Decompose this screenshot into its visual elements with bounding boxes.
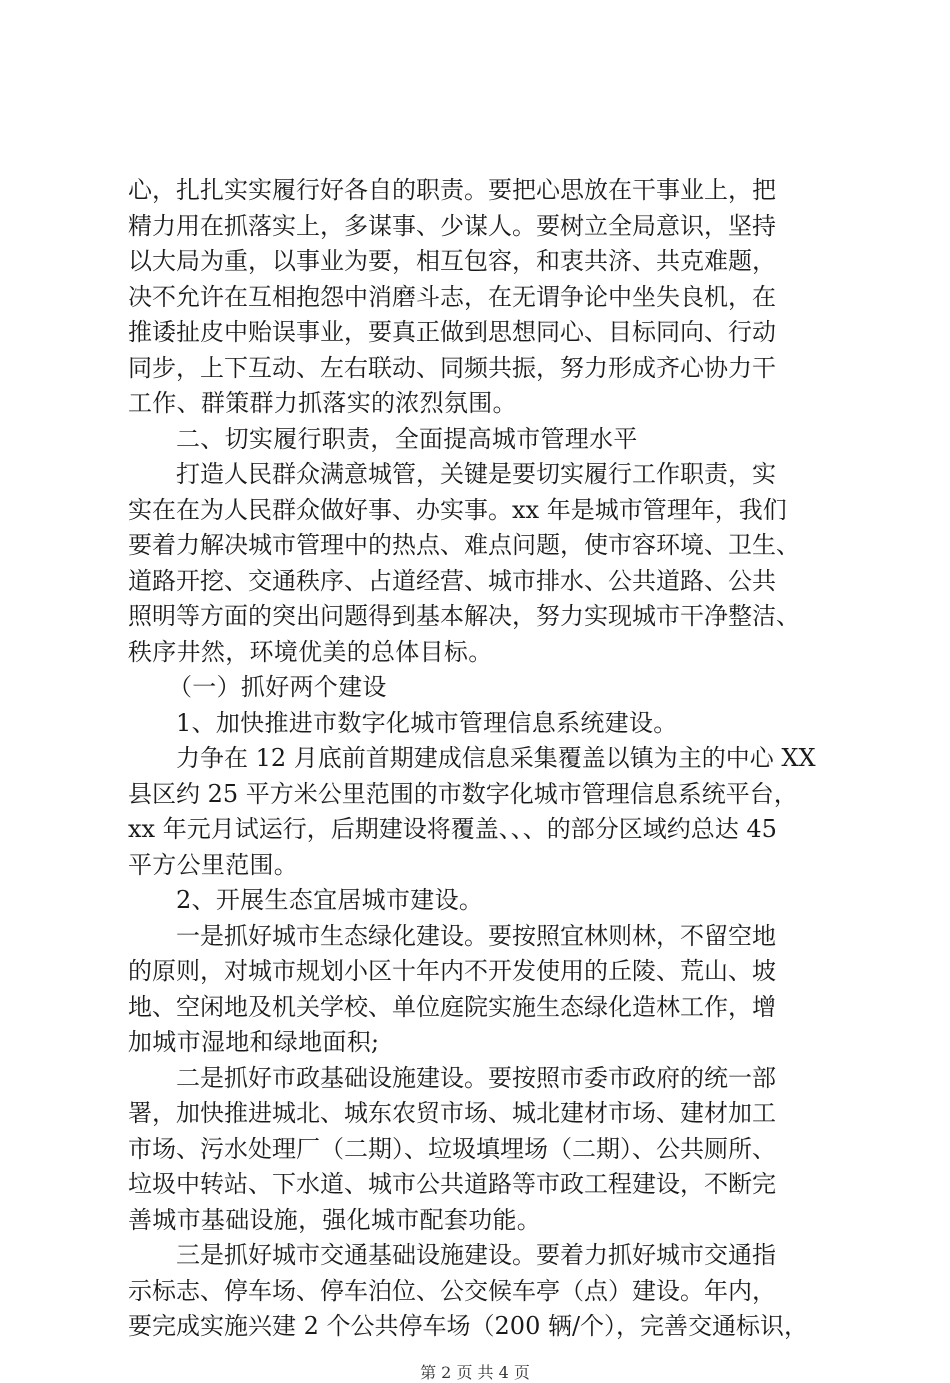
text-line: 精力用在抓落实上，多谋事、少谋人。要树立全局意识，坚持 [128, 211, 776, 240]
text-line: 秩序井然，环境优美的总体目标。 [128, 637, 493, 666]
text-line: 示标志、停车场、停车泊位、公交候车亭（点）建设。年内， [128, 1276, 776, 1305]
text-line: 三是抓好城市交通基础设施建设。要着力抓好城市交通指 [176, 1241, 776, 1269]
text-line: 市场、污水处理厂（二期）、垃圾填埋场（二期）、公共厕所、 [128, 1134, 776, 1163]
text-line: 平方公里范围。 [128, 850, 299, 879]
text-line: 决不允许在互相抱怨中消磨斗志，在无谓争论中坐失良机，在 [128, 282, 776, 311]
text-line: 要着力解决城市管理中的热点、难点问题，使市容环境、卫生、 [128, 531, 800, 559]
subsection-heading: （一）抓好两个建设 [168, 673, 387, 701]
text-line: 要完成实施兴建 2 个公共停车场（200 辆/个），完善交通标识， [128, 1312, 809, 1340]
page-number-footer: 第 2 页 共 4 页 [420, 1362, 530, 1382]
text-line: 二是抓好市政基础设施建设。要按照市委市政府的统一部 [176, 1063, 776, 1092]
text-line: 推诿扯皮中贻误事业，要真正做到思想同心、目标同向、行动 [128, 318, 776, 346]
text-line: 实在在为人民群众做好事、办实事。xx 年是城市管理年，我们 [128, 495, 787, 524]
text-line: 力争在 12 月底前首期建成信息采集覆盖以镇为主的中心 XX [176, 744, 816, 772]
text-line: 的原则，对城市规划小区十年内不开发使用的丘陵、荒山、坡 [128, 957, 776, 985]
text-line: 打造人民群众满意城管，关键是要切实履行工作职责，实 [176, 460, 776, 488]
text-line: 照明等方面的突出问题得到基本解决，努力实现城市干净整洁、 [128, 602, 800, 630]
text-line: xx 年元月试运行，后期建设将覆盖、、、的部分区域约总达 45 [128, 815, 777, 843]
text-line: 同步，上下互动、左右联动、同频共振，努力形成齐心协力干 [128, 353, 776, 382]
text-line: 道路开挖、交通秩序、占道经营、城市排水、公共道路、公共 [128, 566, 776, 595]
text-line: 善城市基础设施，强化城市配套功能。 [128, 1205, 542, 1234]
text-line: 以大局为重，以事业为要，相互包容，和衷共济、共克难题， [128, 247, 776, 275]
text-line: 工作、群策群力抓落实的浓烈氛围。 [128, 389, 517, 417]
text-line: 一是抓好城市生态绿化建设。要按照宜林则林，不留空地 [176, 921, 776, 950]
item-heading: 1、加快推进市数字化城市管理信息系统建设。 [176, 708, 678, 737]
text-line: 署，加快推进城北、城东农贸市场、城北建材市场、建材加工 [128, 1099, 776, 1127]
item-heading: 2、开展生态宜居城市建设。 [176, 886, 484, 914]
section-heading: 二、切实履行职责，全面提高城市管理水平 [176, 424, 638, 453]
text-line: 县区约 25 平方米公里范围的市数字化城市管理信息系统平台， [128, 779, 798, 808]
text-line: 加城市湿地和绿地面积; [128, 1028, 380, 1056]
text-line: 心，扎扎实实履行好各自的职责。要把心思放在干事业上，把 [128, 176, 776, 204]
text-line: 垃圾中转站、下水道、城市公共道路等市政工程建设，不断完 [128, 1170, 776, 1198]
text-line: 地、空闲地及机关学校、单位庭院实施生态绿化造林工作，增 [128, 992, 776, 1021]
